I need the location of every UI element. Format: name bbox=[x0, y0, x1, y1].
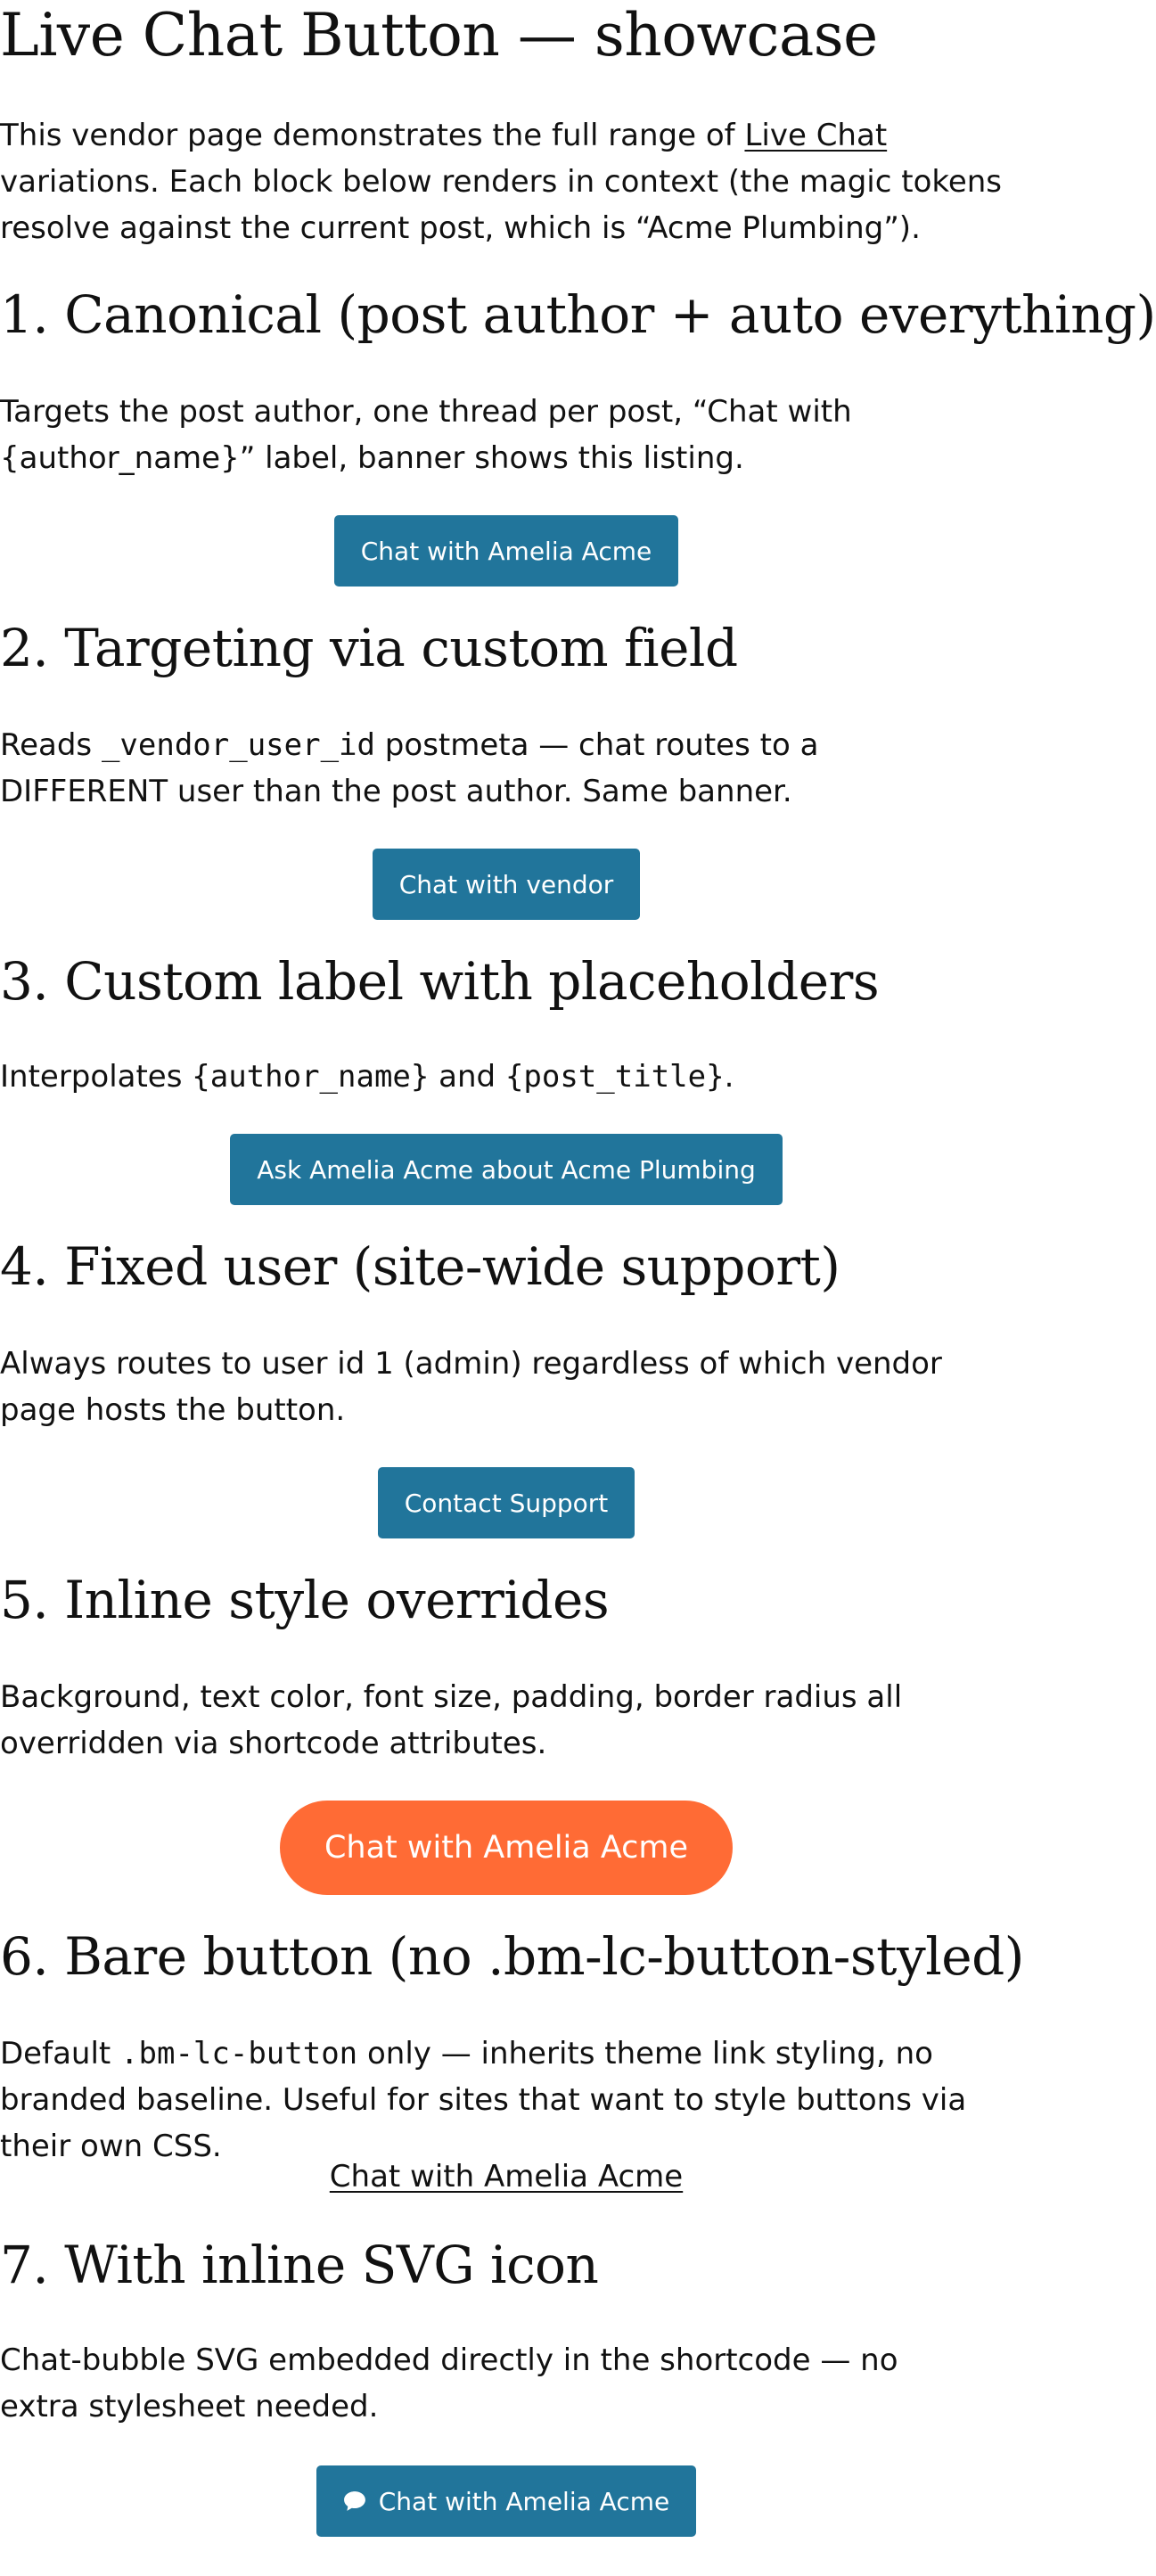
section-2-desc-pre: Reads bbox=[0, 727, 102, 763]
ask-author-about-post-button[interactable]: Ask Amelia Acme about Acme Plumbing bbox=[230, 1134, 783, 1205]
section-7-heading: 7. With inline SVG icon bbox=[0, 2235, 599, 2295]
section-3-button-row bbox=[0, 1134, 1013, 1205]
contact-support-button[interactable]: Contact Support bbox=[378, 1467, 635, 1538]
section-3-description bbox=[0, 1054, 1013, 1100]
section-5-description: Background, text color, font size, padding, border radius all overridden via shortcode attributes. bbox=[0, 1679, 903, 1761]
section-2-heading: 2. Targeting via custom field bbox=[0, 618, 738, 678]
chat-bubble-icon bbox=[343, 2490, 366, 2512]
bm-lc-button-code: .bm-lc-button bbox=[120, 2036, 358, 2071]
intro-text-pre: This vendor page demonstrates the full range of bbox=[0, 118, 745, 153]
styled-chat-button[interactable]: Chat with Amelia Acme bbox=[280, 1801, 733, 1895]
vendor-user-id-code: _vendor_user_id bbox=[101, 727, 375, 763]
intro-text bbox=[0, 112, 1013, 251]
section-7-description: Chat-bubble SVG embedded directly in the shortcode — no extra stylesheet needed. bbox=[0, 2342, 898, 2424]
page-title: Live Chat Button — showcase bbox=[0, 1, 878, 70]
section-4-heading: 4. Fixed user (site-wide support) bbox=[0, 1236, 840, 1297]
section-3-desc-mid: and bbox=[429, 1059, 505, 1095]
section-2-desc-post: postmeta — chat routes to a DIFFERENT user than the post author. Same banner. bbox=[0, 727, 819, 809]
section-1-heading: 1. Canonical (post author + auto everything) bbox=[0, 284, 1156, 345]
chat-with-icon-button[interactable] bbox=[316, 2465, 696, 2537]
section-3-desc-post: . bbox=[724, 1059, 734, 1095]
section-1-description: Targets the post author, one thread per post, “Chat with {author_name}” label, banner shows this listing. bbox=[0, 394, 852, 476]
section-6-description bbox=[0, 2030, 1013, 2170]
section-1-button-row bbox=[0, 515, 1013, 587]
section-5-heading: 5. Inline style overrides bbox=[0, 1570, 610, 1630]
section-7-button-row bbox=[0, 2465, 1013, 2537]
section-2-button-row bbox=[0, 849, 1013, 920]
section-3-heading: 3. Custom label with placeholders bbox=[0, 951, 880, 1012]
live-chat-link[interactable]: Live Chat bbox=[744, 118, 888, 153]
section-4-description: Always routes to user id 1 (admin) regardless of which vendor page hosts the button. bbox=[0, 1346, 942, 1428]
intro-text-post: variations. Each block below renders in context (the magic tokens resolve against the current post, which is “Acme Plumbing”). bbox=[0, 164, 1003, 246]
section-6-heading: 6. Bare button (no .bm-lc-button-styled) bbox=[0, 1926, 1024, 1987]
section-6-button-row bbox=[0, 2159, 1013, 2195]
chat-with-icon-button-label: Chat with Amelia Acme bbox=[378, 2486, 670, 2516]
author-name-code: {author_name} bbox=[192, 1059, 430, 1095]
section-6-desc-pre: Default bbox=[0, 2036, 121, 2071]
post-title-code: {post_title} bbox=[504, 1059, 725, 1095]
chat-with-author-button[interactable]: Chat with Amelia Acme bbox=[334, 515, 678, 587]
section-3-desc-pre: Interpolates bbox=[0, 1059, 193, 1095]
section-6-desc-post: only — inherits theme link styling, no branded baseline. Useful for sites that want to style buttons via their own CSS. bbox=[0, 2036, 967, 2164]
section-5-button-row bbox=[0, 1801, 1013, 1895]
section-2-description bbox=[0, 722, 972, 815]
bare-chat-button[interactable]: Chat with Amelia Acme bbox=[329, 2159, 684, 2195]
section-4-button-row bbox=[0, 1467, 1013, 1538]
chat-with-vendor-button[interactable]: Chat with vendor bbox=[373, 849, 641, 920]
